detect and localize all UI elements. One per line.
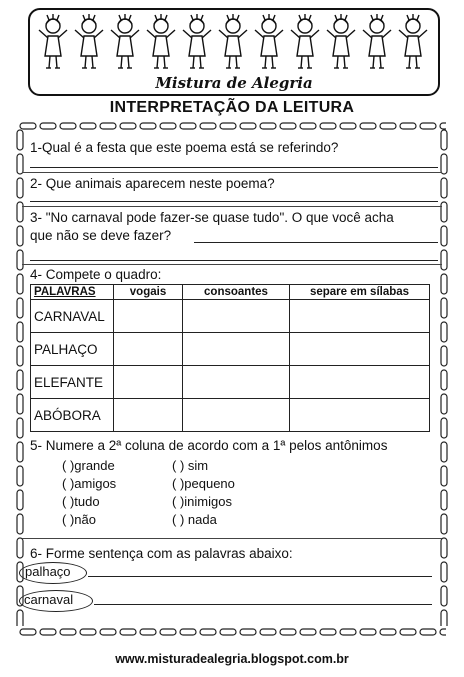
table-row	[31, 300, 430, 333]
question-1: 1-Qual é a festa que este poema está se referindo?	[30, 140, 339, 155]
table-header-row	[31, 285, 430, 300]
question-3-line-1: 3- "No carnaval pode fazer-se quase tudo". O que você acha	[30, 210, 394, 225]
antonym-right-4[interactable]: ( ) nada	[172, 512, 217, 527]
header-consoantes: consoantes	[183, 285, 290, 300]
header-banner	[28, 8, 440, 96]
kids-illustration	[36, 12, 434, 74]
header-vogais: vogais	[114, 285, 183, 300]
left-clip-border	[14, 128, 26, 626]
sentence-line-2[interactable]	[94, 604, 432, 605]
vogais-cell[interactable]	[114, 300, 183, 333]
silabas-cell[interactable]	[290, 366, 430, 399]
consoantes-cell[interactable]	[183, 300, 290, 333]
antonym-left-4[interactable]: ( )não	[62, 512, 96, 527]
top-clip-border	[18, 120, 446, 132]
antonym-right-1[interactable]: ( ) sim	[172, 458, 209, 473]
word-cell: ELEFANTE	[31, 366, 114, 399]
words-table	[30, 284, 430, 432]
word-cell: ABÓBORA	[31, 399, 114, 432]
consoantes-cell[interactable]	[183, 333, 290, 366]
header-silabas: separe em sílabas	[290, 285, 430, 300]
table-row	[31, 366, 430, 399]
divider	[22, 206, 442, 207]
word-cell: PALHAÇO	[31, 333, 114, 366]
vogais-cell[interactable]	[114, 399, 183, 432]
antonym-left-2[interactable]: ( )amigos	[62, 476, 117, 491]
question-2: 2- Que animais aparecem neste poema?	[30, 176, 275, 191]
vogais-cell[interactable]	[114, 366, 183, 399]
silabas-cell[interactable]	[290, 300, 430, 333]
bottom-clip-border	[18, 626, 446, 638]
answer-line-3b[interactable]	[30, 260, 438, 261]
divider	[22, 172, 442, 173]
antonym-right-3[interactable]: ( )inimigos	[172, 494, 232, 509]
divider	[22, 538, 442, 539]
footer-url: www.misturadealegria.blogspot.com.br	[115, 652, 349, 666]
table-row	[31, 399, 430, 432]
sentence-line-1[interactable]	[88, 576, 432, 577]
question-3-line-2: que não se deve fazer?	[30, 228, 172, 243]
question-5: 5- Numere a 2ª coluna de acordo com a 1ª pelos antônimos	[30, 438, 388, 453]
consoantes-cell[interactable]	[183, 399, 290, 432]
right-clip-border	[438, 128, 450, 626]
vogais-cell[interactable]	[114, 333, 183, 366]
answer-line-3a[interactable]	[194, 242, 438, 243]
page-title: INTERPRETAÇÃO DA LEITURA	[109, 99, 355, 116]
brand-title: Mistura de Alegria	[155, 74, 313, 92]
header-palavras: PALAVRAS	[31, 285, 114, 300]
antonym-right-2[interactable]: ( )pequeno	[172, 476, 235, 491]
consoantes-cell[interactable]	[183, 366, 290, 399]
question-4: 4- Compete o quadro:	[30, 267, 162, 282]
answer-line-2[interactable]	[30, 201, 438, 202]
antonym-left-1[interactable]: ( )grande	[62, 458, 115, 473]
silabas-cell[interactable]	[290, 399, 430, 432]
sentence-word-2: carnaval	[24, 592, 74, 607]
divider	[22, 264, 442, 265]
silabas-cell[interactable]	[290, 333, 430, 366]
antonym-left-3[interactable]: ( )tudo	[62, 494, 100, 509]
word-cell: CARNAVAL	[31, 300, 114, 333]
sentence-word-1: palhaço	[25, 564, 71, 579]
question-6: 6- Forme sentença com as palavras abaixo:	[30, 546, 293, 561]
table-row	[31, 333, 430, 366]
answer-line-1[interactable]	[30, 167, 438, 168]
